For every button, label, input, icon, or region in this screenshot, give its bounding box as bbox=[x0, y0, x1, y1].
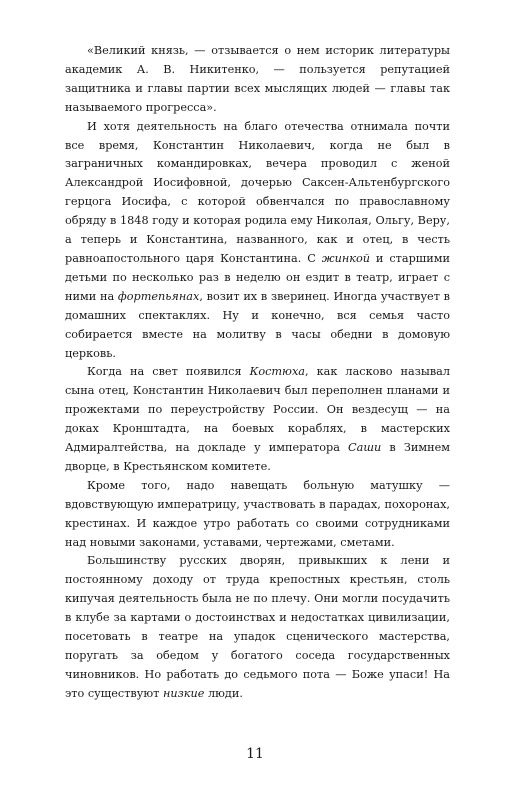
paragraph-2: И хотя деятельность на благо отечества отнимала почти все время, Константин Николаевич, когда не был в заграничных командировках, вечера проводил с женой Александрой Иосифовной, дочерью Саксен-Альтенбургского герцога Иосифа, с которой обвенчался по православному обряду в 1848 году и которая родила ему Николая, Ольгу, Веру, а теперь и Константина, названного, как и отец, в честь равноапостольного царя Константина. С жинкой и старшими детьми по несколько раз в неделю он ездит в театр, играет с ними на фортепьянах, возит их в зверинец. Иногда участвует в домашних спектаклях. Ну и конечно, вся семья часто собирается вместе на молитву в часы обедни в домовую церковь. bbox=[65, 119, 451, 360]
paragraph-3: Когда на свет появился Костюха, как ласково называл сына отец, Константин Николаевич был переполнен планами и прожектами по переустройству России. Он вездесущ — на доках Кронштадта, на боевых кораблях, в мастерских Адмиралтейства, на докладе у императора Саши в Зимнем дворце, в Крестьянском комитете. bbox=[65, 365, 451, 473]
book-page bbox=[65, 42, 450, 704]
emphasis: фортепьянах bbox=[117, 289, 200, 303]
emphasis: Саши bbox=[348, 441, 382, 455]
emphasis: жинкой bbox=[321, 251, 370, 265]
emphasis: низкие bbox=[162, 686, 205, 700]
paragraph-4: Кроме того, надо навещать больную матушку — вдовствующую императрицу, участвовать в парадах, похоронах, крестинах. И каждое утро работать со своими сотрудниками над новыми законами, уставами, чертежами, сметами. bbox=[65, 478, 450, 549]
paragraph-5: Большинству русских дворян, привыкших к лени и постоянному доходу от труда крепостных крестьян, столь кипучая деятельность была не по плечу. Они могли посудачить в клубе за картами о достоинствах и недостатках цивилизации, посетовать в театре на упадок сценического мастерства, поругать за обедом у богатого соседа государственных чиновников. Но работать до седьмого пота — Боже упаси! На это существуют низкие люди. bbox=[65, 554, 450, 700]
emphasis: Костюха bbox=[249, 365, 306, 379]
paragraph-1: «Великий князь, — отзывается о нем историк литературы академик А. В. Никитенко, — пользуется репутацией защитника и главы партии всех мыслящих людей — главы так называемого прогресса». bbox=[65, 44, 450, 114]
page-number: 11 bbox=[246, 746, 264, 762]
